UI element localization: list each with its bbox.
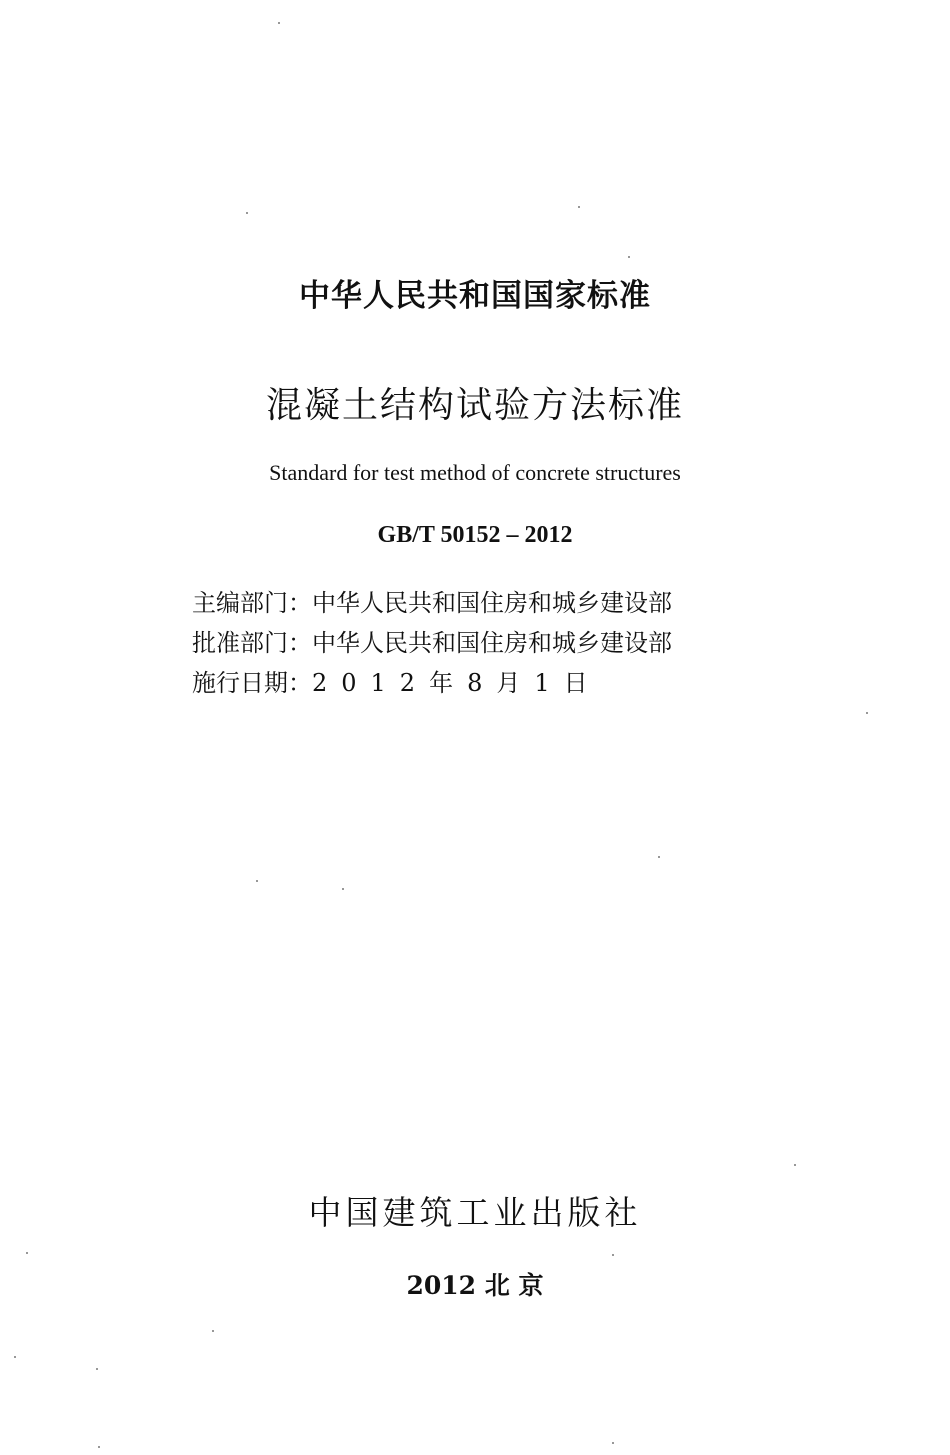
scan-speck — [212, 1330, 214, 1332]
scan-speck — [866, 712, 868, 714]
approver-line — [192, 628, 672, 658]
scan-speck — [26, 1252, 28, 1254]
scan-speck — [628, 256, 630, 258]
scan-speck — [794, 1164, 796, 1166]
effective-date-label: 施行日期： — [192, 669, 312, 697]
scan-speck — [246, 212, 248, 214]
year-city: 2012 北 京 — [406, 1271, 544, 1300]
english-title: Standard for test method of concrete structures — [269, 460, 681, 485]
approver-label: 批准部门： — [192, 629, 312, 657]
chief-editor-label: 主编部门： — [192, 589, 312, 617]
scan-speck — [612, 1254, 614, 1256]
series-title: 中华人民共和国国家标准 — [299, 278, 651, 314]
scan-speck — [612, 1442, 614, 1444]
effective-date-line — [192, 668, 602, 698]
scan-speck — [658, 856, 660, 858]
scan-speck — [14, 1356, 16, 1358]
effective-date-value: 2012年8月1日 — [312, 669, 602, 697]
scan-speck — [256, 880, 258, 882]
publisher: 中国建筑工业出版社 — [308, 1193, 642, 1232]
scan-speck — [98, 1446, 100, 1448]
scan-speck — [96, 1368, 98, 1370]
chief-editor-line — [192, 588, 672, 618]
approver-value: 中华人民共和国住房和城乡建设部 — [312, 629, 672, 657]
scan-speck — [342, 888, 344, 890]
chief-editor-value: 中华人民共和国住房和城乡建设部 — [312, 589, 672, 617]
scan-speck — [578, 206, 580, 208]
scan-speck — [278, 22, 280, 24]
main-title: 混凝土结构试验方法标准 — [265, 385, 684, 426]
standard-code: GB/T 50152 – 2012 — [377, 522, 573, 548]
